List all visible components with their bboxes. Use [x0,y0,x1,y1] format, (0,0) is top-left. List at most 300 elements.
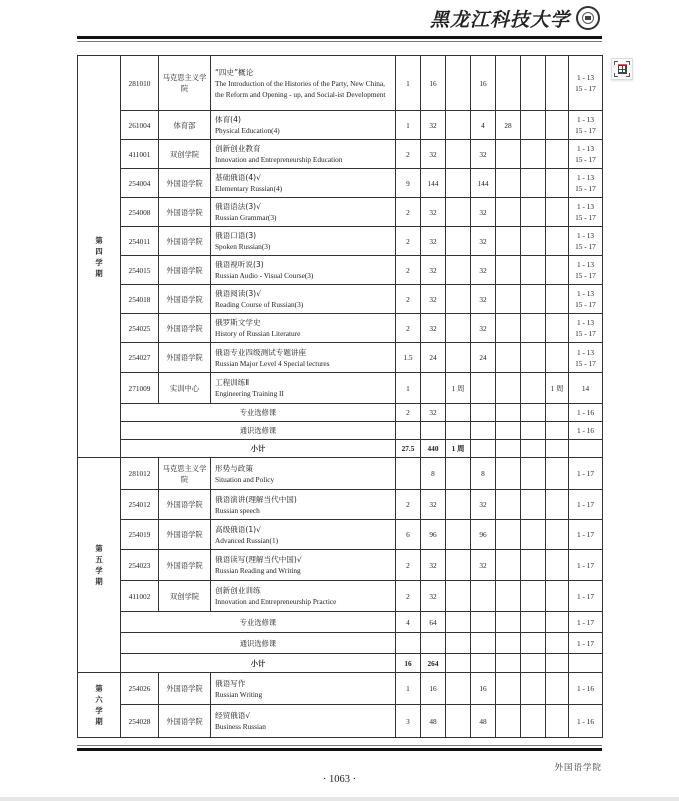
cell-empty [496,422,521,440]
cell-c6 [521,705,546,738]
cell-c6 [521,111,546,140]
cell-lab [496,581,521,612]
course-name [211,343,396,373]
cell-credit: 9 [396,169,421,198]
cell-total-hours: 32 [421,550,446,581]
cell-c7 [546,285,569,314]
week-range: 15 - 17 [575,155,596,164]
course-code: 254012 [121,490,159,520]
week-range: 1 - 13 [576,115,595,124]
subtotal-row [78,654,603,673]
course-name [211,550,396,581]
cell-empty [521,404,546,422]
cell-total-hours: 440 [421,440,446,458]
teaching-weeks [569,343,603,373]
course-name [211,673,396,705]
course-name-en: Russian speech [215,505,260,515]
cell-weeks-practice [446,581,471,612]
cell-total-hours: 32 [421,581,446,612]
course-name-zh: 俄语语法(3)√ [215,202,261,211]
teaching-weeks [569,198,603,227]
cell-c6 [521,198,546,227]
offering-college: 双创学院 [159,140,211,169]
course-code: 254015 [121,256,159,285]
cell-weeks-practice [446,285,471,314]
cell-lecture: 16 [471,56,496,111]
course-row [78,140,603,169]
cell-lab [496,673,521,705]
cell-weeks-practice [446,550,471,581]
cell-total-hours: 16 [421,673,446,705]
course-name-zh: 俄语读写(理解当代中国)√ [215,555,302,564]
teaching-weeks [569,140,603,169]
cell-lecture: 32 [471,550,496,581]
cell-lecture: 32 [471,227,496,256]
cell-lab [496,227,521,256]
course-name-en: Spoken Russian(3) [215,242,271,251]
teaching-weeks [569,169,603,198]
offering-college: 马克思主义学院 [159,458,211,490]
cell-lecture: 24 [471,343,496,373]
cell-empty [471,440,496,458]
teaching-weeks [569,256,603,285]
course-code: 254004 [121,169,159,198]
viewer-bottom-edge [0,797,679,801]
week-range: 1 - 13 [576,73,595,82]
course-name-zh: 基础俄语(4)√ [215,173,261,182]
cell-c6 [521,343,546,373]
page-number: · 1063 · [322,774,357,785]
course-name-zh: 工程训练Ⅱ [215,378,250,387]
cell-credit: 27.5 [396,440,421,458]
cell-c6 [521,581,546,612]
course-name-en: Innovation and Entrepreneurship Education [215,155,343,164]
cell-empty [496,633,521,654]
course-name-zh: 高级俄语(1)√ [215,524,261,534]
offering-college: 实训中心 [159,373,211,404]
semester-label-char: 第 [95,544,103,553]
cell-weeks-practice [446,612,471,633]
cell-lab [496,198,521,227]
course-row [78,169,603,198]
cell-credit: 1.5 [396,343,421,373]
course-name [211,520,396,550]
offering-college: 外国语学院 [159,550,211,581]
course-code: 261004 [121,111,159,140]
cell-c7 [546,673,569,705]
teaching-weeks: 1 - 17 [569,490,603,520]
cell-c6 [521,314,546,343]
course-code: 254008 [121,198,159,227]
teaching-weeks [569,56,603,111]
course-code: 254019 [121,520,159,550]
cell-c7 [546,705,569,738]
cell-lab [496,705,521,738]
cell-weeks-practice [446,256,471,285]
course-name-en: Reading Course of Russian(3) [215,300,304,309]
cell-empty [496,612,521,633]
course-name-zh: 体育(4) [215,115,241,124]
cell-credit: 4 [396,612,421,633]
course-name-zh: 俄语视听说(3) [215,260,264,269]
cell-lecture: 16 [471,673,496,705]
course-code: 254027 [121,343,159,373]
cell-empty [546,612,569,633]
course-name-zh: 俄语专业四级测试专题讲座 [215,347,307,357]
cell-c7 [546,343,569,373]
cell-lab [496,56,521,111]
semester-label [78,56,121,458]
cell-lecture: 32 [471,314,496,343]
course-code: 281012 [121,458,159,490]
course-name-en: Advanced Russian(1) [215,535,279,545]
elective-row [78,404,603,422]
cell-c7 [546,198,569,227]
subtotal-row [78,440,603,458]
cell-credit: 6 [396,520,421,550]
semester-label-char: 学 [95,706,103,715]
semester-label-char: 期 [95,717,103,726]
cell-total-hours: 16 [421,56,446,111]
cell-c7 [546,581,569,612]
cell-lab [496,550,521,581]
cell-weeks-practice [446,422,471,440]
cell-c7 [546,169,569,198]
offering-college: 体育部 [159,111,211,140]
course-code: 411002 [121,581,159,612]
curriculum-table [77,55,603,738]
cell-empty [471,612,496,633]
cell-c7 [546,111,569,140]
course-code: 411001 [121,140,159,169]
cell-empty [496,440,521,458]
course-row [78,673,603,705]
cell-c6 [521,673,546,705]
cell-lecture [471,581,496,612]
week-range: 1 - 13 [576,318,595,327]
cell-weeks-practice [446,343,471,373]
university-seal-icon [576,6,600,30]
offering-college: 外国语学院 [159,285,211,314]
cell-credit: 1 [396,56,421,111]
cell-weeks-practice: 1 周 [446,373,471,404]
cell-c6 [521,169,546,198]
course-name-en: Elementary Russian(4) [215,184,283,193]
cell-lab [496,285,521,314]
summary-label: 通识选修课 [121,422,396,440]
course-name-zh: 俄语阅读(3)√ [215,289,261,298]
cell-c6 [521,550,546,581]
cell-lab [496,373,521,404]
course-name-en: Innovation and Entrepreneurship Practice [215,597,337,606]
cell-c7 [546,550,569,581]
cell-credit: 3 [396,705,421,738]
cell-weeks-practice [446,520,471,550]
course-row [78,581,603,612]
semester-label [78,458,121,673]
cell-lecture: 32 [471,198,496,227]
table-recognize-button[interactable] [611,58,633,80]
week-range: 15 - 17 [575,358,596,368]
cell-lecture: 96 [471,520,496,550]
header-rule [77,36,602,42]
course-name [211,227,396,256]
course-name [211,111,396,140]
cell-empty [471,633,496,654]
cell-total-hours: 32 [421,111,446,140]
semester-label-char: 第 [95,235,103,245]
university-header [430,4,600,32]
cell-empty [471,422,496,440]
footer-college-name: 外国语学院 [554,763,602,773]
course-name [211,285,396,314]
course-row [78,705,603,738]
cell-weeks-practice [446,111,471,140]
cell-credit: 1 [396,111,421,140]
cell-empty [496,654,521,673]
course-code: 254026 [121,673,159,705]
cell-credit: 2 [396,490,421,520]
cell-total-hours: 32 [421,285,446,314]
cell-weeks-practice [446,633,471,654]
week-range: 1 - 13 [576,231,595,240]
cell-weeks-practice: 1 周 [446,440,471,458]
university-logo-text: 黑龙江科技大学 [430,8,571,31]
course-name-zh: 创新创业训练 [215,586,261,595]
course-code: 254011 [121,227,159,256]
cell-lecture: 32 [471,140,496,169]
cell-total-hours: 32 [421,227,446,256]
teaching-weeks: 14 [569,373,603,404]
course-row [78,520,603,550]
cell-weeks-practice [446,314,471,343]
cell-weeks-practice [446,140,471,169]
cell-weeks-practice [446,56,471,111]
cell-weeks-practice [446,458,471,490]
cell-total-hours: 48 [421,705,446,738]
cell-empty [546,404,569,422]
course-row [78,550,603,581]
course-name-en: Physical Education(4) [215,126,280,135]
course-name [211,140,396,169]
course-row [78,256,603,285]
cell-c6 [521,140,546,169]
cell-c7 [546,256,569,285]
course-name-zh: 俄语演讲(理解当代中国) [215,494,297,504]
semester-label-char: 学 [95,257,103,267]
offering-college: 外国语学院 [159,343,211,373]
course-row [78,285,603,314]
cell-credit: 1 [396,373,421,404]
week-range: 15 - 17 [575,300,596,309]
cell-c7 [546,520,569,550]
course-name-zh: “四史”概论 [215,67,254,77]
offering-college: 外国语学院 [159,490,211,520]
week-range: 15 - 17 [575,213,596,222]
cell-c7 [546,314,569,343]
teaching-weeks [569,654,603,673]
cell-lecture: 32 [471,285,496,314]
cell-lab [496,490,521,520]
cell-empty [496,404,521,422]
summary-label: 通识选修课 [121,633,396,654]
course-name-zh: 经贸俄语√ [215,711,251,720]
course-code: 254018 [121,285,159,314]
course-name [211,56,396,111]
course-name-en: Russian Grammar(3) [215,213,277,222]
week-range: 15 - 17 [575,271,596,280]
cell-empty [521,612,546,633]
offering-college: 外国语学院 [159,705,211,738]
teaching-weeks: 1 - 16 [569,673,603,705]
cell-total-hours: 32 [421,314,446,343]
teaching-weeks: 1 - 17 [569,458,603,490]
offering-college: 外国语学院 [159,169,211,198]
cell-empty [521,654,546,673]
cell-c7 [546,490,569,520]
week-range: 1 - 13 [576,260,595,269]
semester-label-char: 六 [95,695,103,704]
cell-credit: 2 [396,198,421,227]
semester-label-char: 期 [95,577,103,586]
course-code: 254028 [121,705,159,738]
cell-total-hours: 32 [421,404,446,422]
cell-c7 [546,140,569,169]
teaching-weeks: 1 - 16 [569,705,603,738]
course-row [78,458,603,490]
course-code: 281010 [121,56,159,111]
cell-weeks-practice [446,198,471,227]
cell-c6 [521,520,546,550]
semester-label-char: 第 [95,684,103,693]
teaching-weeks: 1 - 16 [569,404,603,422]
cell-lecture: 144 [471,169,496,198]
cell-lab [496,140,521,169]
course-name-en: Russian Major Level 4 Special lectures [215,358,330,368]
cell-c6 [521,285,546,314]
footer-rule [77,745,602,751]
course-row [78,373,603,404]
teaching-weeks: 1 - 17 [569,633,603,654]
cell-c7 [546,56,569,111]
course-name-en: Engineering Training II [215,389,284,398]
summary-label: 小计 [121,654,396,673]
course-name [211,314,396,343]
elective-row [78,612,603,633]
cell-credit: 2 [396,140,421,169]
cell-total-hours: 96 [421,520,446,550]
cell-weeks-practice [446,404,471,422]
cell-empty [521,633,546,654]
cell-total-hours: 32 [421,490,446,520]
teaching-weeks: 1 - 17 [569,612,603,633]
course-name [211,581,396,612]
offering-college: 双创学院 [159,581,211,612]
cell-lecture [471,373,496,404]
course-name-zh: 创新创业教育 [215,144,261,153]
semester-label [78,673,121,738]
course-name-en: Russian Reading and Writing [215,566,301,575]
cell-empty [471,404,496,422]
cell-credit: 2 [396,227,421,256]
cell-lab: 28 [496,111,521,140]
semester-label-char: 五 [95,555,103,564]
week-range: 15 - 17 [575,84,596,93]
course-name [211,458,396,490]
cell-total-hours [421,373,446,404]
course-row [78,314,603,343]
cell-c6 [521,227,546,256]
offering-college: 外国语学院 [159,520,211,550]
cell-total-hours: 24 [421,343,446,373]
cell-total-hours: 264 [421,654,446,673]
cell-weeks-practice [446,227,471,256]
cell-credit: 2 [396,581,421,612]
cell-lab [496,520,521,550]
offering-college: 马克思主义学院 [159,56,211,111]
course-row [78,56,603,111]
course-name [211,256,396,285]
cell-weeks-practice [446,673,471,705]
cell-lecture: 4 [471,111,496,140]
cell-total-hours: 144 [421,169,446,198]
cell-lab [496,343,521,373]
summary-label: 小计 [121,440,396,458]
cell-credit [396,458,421,490]
teaching-weeks: 1 - 17 [569,550,603,581]
cell-credit: 2 [396,256,421,285]
course-row [78,111,603,140]
cell-lecture: 32 [471,490,496,520]
cell-empty [521,422,546,440]
course-row [78,198,603,227]
course-name [211,705,396,738]
cell-credit: 1 [396,673,421,705]
teaching-weeks [569,111,603,140]
cell-lab [496,169,521,198]
course-row [78,490,603,520]
cell-total-hours: 64 [421,612,446,633]
course-name-zh: 俄罗斯文学史 [215,318,261,327]
course-name-en: The Introduction of the Histories of the Party, New China, the Reform and Opening - up, and Social-ist Development [215,78,386,99]
semester-label-char: 期 [95,268,103,278]
cell-lecture: 8 [471,458,496,490]
course-name-zh: 俄语写作 [215,678,246,688]
offering-college: 外国语学院 [159,227,211,256]
week-range: 1 - 13 [576,144,595,153]
cell-empty [521,440,546,458]
course-name-en: Business Russian [215,722,266,731]
course-code: 254025 [121,314,159,343]
cell-c7 [546,227,569,256]
cell-lab [496,458,521,490]
cell-weeks-practice [446,654,471,673]
summary-label: 专业选修课 [121,404,396,422]
course-name-en: Situation and Policy [215,474,275,484]
course-name [211,198,396,227]
cell-credit: 2 [396,404,421,422]
course-name-zh: 形势与政策 [215,463,253,473]
cell-c6 [521,56,546,111]
teaching-weeks [569,440,603,458]
week-range: 15 - 17 [575,242,596,251]
week-range: 1 - 13 [576,202,595,211]
cell-lab [496,256,521,285]
summary-label: 专业选修课 [121,612,396,633]
week-range: 1 - 13 [576,173,595,182]
cell-weeks-practice [446,490,471,520]
offering-college: 外国语学院 [159,256,211,285]
